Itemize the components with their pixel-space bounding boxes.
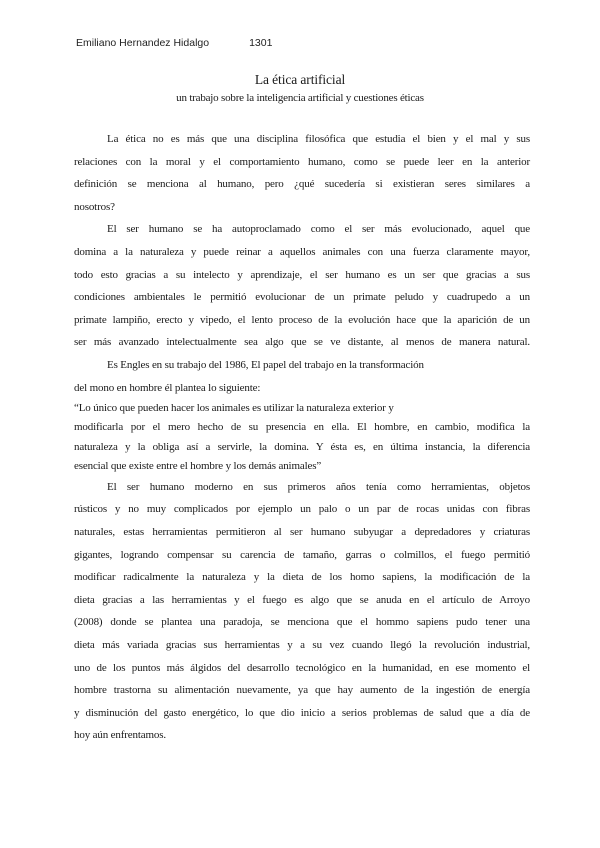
text-line: naturales, estas herramientas permitieron al ser humano subyugar a depredadores y criaturas [74, 526, 530, 539]
text-line: La ética no es más que una disciplina filosófica que estudia el bien y el mal y sus [107, 133, 530, 145]
course-number: 1301 [249, 37, 273, 49]
text-line: y disminución del gasto energético, lo que dio inicio a serios problemas de salud que a día de [74, 706, 530, 719]
paragraph-definition [74, 128, 530, 218]
quote-line: naturaleza y la obliga así a servirle, la domina. Y ésta es, en última instancia, la diferencia [74, 440, 530, 453]
text-line: condiciones ambientales le permitió evolucionar de un primate peludo y cuadrupedo a un [74, 291, 530, 304]
text-line: relaciones con la moral y el comportamiento humano, como se puede leer en la anterior [74, 155, 530, 168]
text-line: hoy aún enfrentamos. [74, 729, 166, 742]
paragraph-tools [74, 476, 530, 747]
author-name: Emiliano Hernandez Hidalgo [76, 37, 210, 49]
document-title: La ética artificial [254, 72, 346, 87]
text-line: (2008) donde se plantea una paradoja, se menciona que el hommo sapiens pudo tener una [74, 616, 530, 629]
block-quote [74, 399, 530, 476]
paragraph-engels-intro [74, 354, 530, 399]
text-line: definición se menciona al humano, pero ¿qué sucedería si existieran seres similares a [74, 178, 530, 191]
quote-line: “Lo único que pueden hacer los animales es utilizar la naturaleza exterior y [74, 402, 394, 415]
quote-line: esencial que existe entre el hombre y los demás animales” [74, 459, 322, 472]
text-line: dieta gracias a las herramientas y el fuego es algo que se anuda en el artículo de Arroyo [74, 593, 530, 606]
text-line: nosotros? [74, 200, 115, 213]
document-subtitle: un trabajo sobre la inteligencia artificial y cuestiones éticas [176, 92, 424, 104]
text-line: hombre trastorna su alimentación nuevamente, ya que hay aumento de la ingestión de energía [74, 684, 530, 697]
text-line: domina a la naturaleza y puede reinar a aquellos animales con una fuerza claramente mayor, [74, 245, 530, 258]
text-line: modificar radicalmente la naturaleza y la dieta de los homo sapiens, la modificación de la [74, 571, 530, 584]
text-line: Es Engles en su trabajo del 1986, El papel del trabajo en la transformación [107, 358, 424, 371]
paragraph-evolution [74, 218, 530, 354]
text-line: ser más avanzado intelectualmente sea algo que se ve distante, al menos de manera natural. [74, 336, 530, 349]
running-header [76, 37, 272, 49]
text-line: todo esto gracias a su intelecto y aprendizaje, el ser humano es un ser que gracias a sus [74, 268, 530, 281]
text-line: uno de los puntos más álgidos del desarrollo tecnológico en la humanidad, en ese momento el [74, 661, 530, 674]
text-line: primate lampiño, erecto y vipedo, el lento proceso de la evolución hace que la aparición de un [74, 313, 530, 326]
text-line: gigantes, logrando compensar su carencia de tamaño, garras o colmillos, el fuego permitió [74, 548, 530, 561]
text-line: dieta más variada gracias sus herramientas y a su vez cuando llegó la revolución industrial, [74, 639, 530, 652]
quote-line: modificarla por el mero hecho de su presencia en ella. El hombre, en cambio, modifica la [74, 421, 530, 434]
text-line: rústicos y no muy complicados por ejemplo un palo o un par de rocas unidas con fibras [74, 503, 530, 516]
text-line: El ser humano se ha autoproclamado como el ser más evolucionado, aquel que [107, 223, 530, 236]
text-line: del mono en hombre él plantea lo siguiente: [74, 381, 261, 394]
document-body [74, 128, 530, 747]
text-line: El ser humano moderno en sus primeros años tenía como herramientas, objetos [107, 480, 530, 493]
